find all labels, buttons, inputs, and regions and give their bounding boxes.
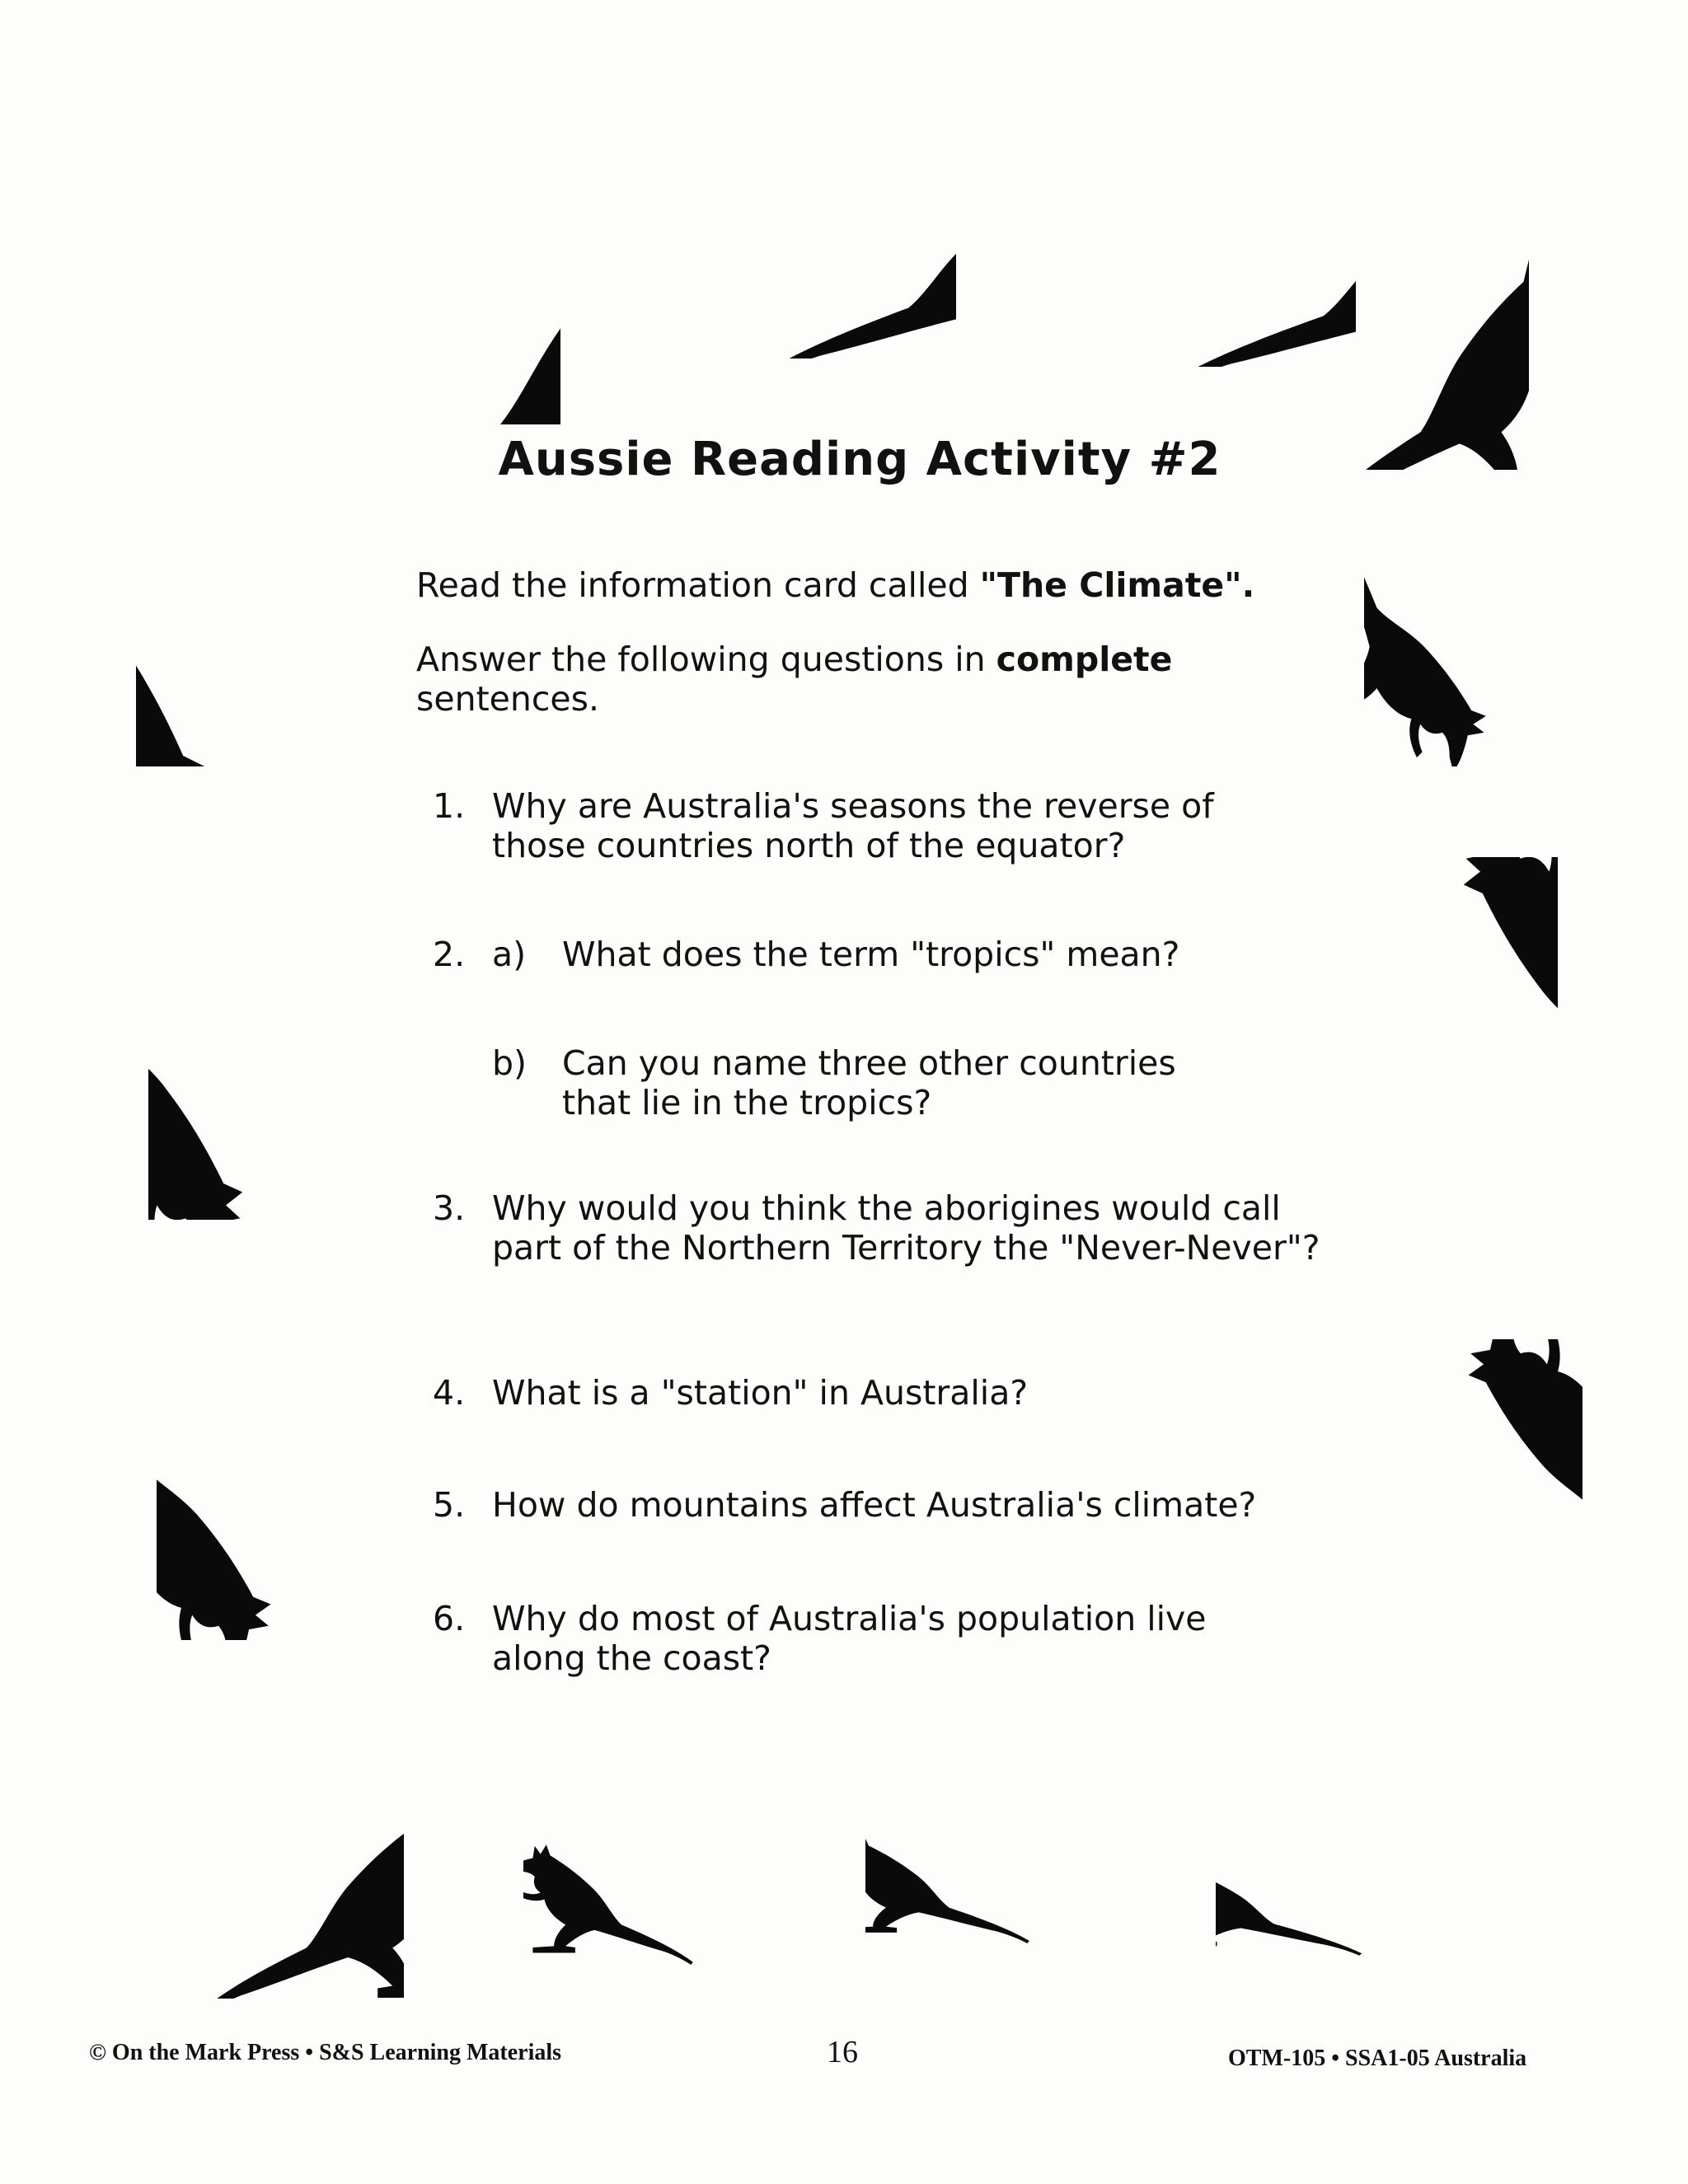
- question-text: What is a "station" in Australia?: [492, 1373, 1029, 1413]
- kangaroo-silhouette-icon: [1216, 1858, 1512, 1990]
- question-text: Why are Australia's seasons the reverse of those countries north of the equator?: [492, 786, 1214, 865]
- question-subpart: b): [492, 1043, 528, 1083]
- kangaroo-silhouette-icon: [136, 338, 350, 766]
- kangaroo-silhouette-icon: [1364, 503, 1537, 766]
- kangaroo-silhouette-icon: [523, 1842, 738, 1990]
- question-number: 4.: [433, 1373, 466, 1413]
- question-number: 6.: [433, 1599, 466, 1638]
- question-number: 3.: [433, 1188, 466, 1228]
- page-number: 16: [827, 2035, 858, 2069]
- question-subpart: a): [492, 935, 527, 974]
- question-number: 5.: [433, 1485, 466, 1525]
- question-number: 2.: [433, 935, 466, 974]
- page-title: Aussie Reading Activity #2: [498, 433, 1221, 486]
- kangaroo-silhouette-icon: [1010, 169, 1356, 367]
- card-name: "The Climate".: [979, 565, 1255, 605]
- question-text: How do mountains affect Australia's climate?: [492, 1485, 1257, 1525]
- footer-publisher: © On the Mark Press • S&S Learning Materials: [89, 2040, 562, 2065]
- question-number: 1.: [433, 786, 466, 826]
- kangaroo-silhouette-icon: [1360, 857, 1558, 1220]
- kangaroo-silhouette-icon: [626, 161, 956, 359]
- kangaroo-silhouette-icon: [1393, 1339, 1582, 1652]
- instruction-answer: [416, 640, 1224, 719]
- question-text: Why do most of Australia's population live along the coast?: [492, 1599, 1207, 1678]
- footer-product-code: OTM-105 • SSA1-05 Australia: [1228, 2046, 1527, 2071]
- question-text: Why would you think the aborigines would call part of the Northern Territory the "Never-Never"?: [492, 1188, 1320, 1268]
- kangaroo-silhouette-icon: [157, 1801, 404, 1999]
- emphasis-word: complete: [996, 640, 1173, 679]
- instruction-text: sentences.: [416, 679, 600, 719]
- kangaroo-silhouette-icon: [865, 1834, 1121, 1974]
- instruction-read-card: [416, 565, 1339, 605]
- instruction-text: Answer the following questions in: [416, 640, 996, 679]
- instruction-text: Read the information card called: [416, 565, 980, 605]
- kangaroo-silhouette-icon: [148, 857, 346, 1220]
- question-text: What does the term "tropics" mean?: [562, 935, 1180, 974]
- kangaroo-silhouette-icon: [157, 1327, 346, 1640]
- question-text: Can you name three other countries that lie in the tropics?: [562, 1043, 1176, 1122]
